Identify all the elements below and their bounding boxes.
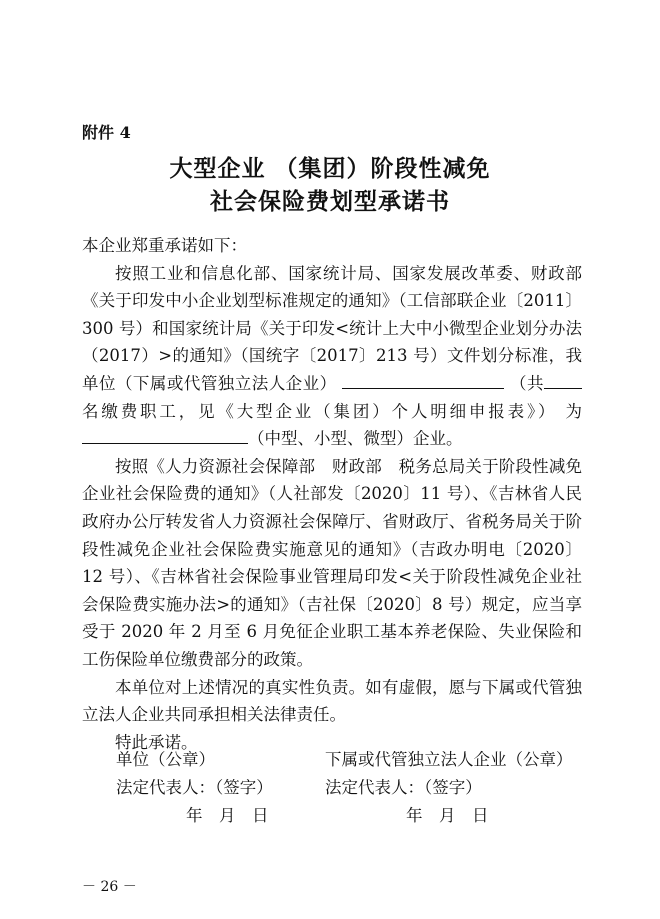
enterprise-type-blank[interactable] [82,425,248,444]
title-line-1: 大型企业 （集团）阶段性减免 [169,156,491,182]
p1-text-e: （中型、小型、微型）企业。 [248,429,463,449]
p1-text-b: （共 [510,373,544,393]
enterprise-name-blank[interactable] [342,370,504,389]
p1-text-a: 按照工业和信息化部、国家统计局、国家发展改革委、财政部《关于印发中小企业划型标准规定的通知》（工信部联企业〔2011〕300 号）和国家统计局《关于印发<统计上大中小微型企业划分办法（2017）>的通知》（国统字〔2017〕213 号）文件划分标准，我单位（下属或代管独立法人企业） [82,263,582,393]
employee-count-blank[interactable] [544,370,582,389]
paragraph-closing: 特此承诺。 [115,732,198,752]
paragraph-classification [82,260,582,453]
left-legal-rep: 法定代表人：（签字） [116,778,273,797]
opening-line: 本企业郑重承诺如下： [82,236,247,255]
title-line-2: 社会保险费划型承诺书 [210,189,450,215]
page-number: － 26 － [82,879,137,895]
p1-text-d: 为 [565,401,582,421]
right-unit-seal: 下属或代管独立法人企业（公章） [325,750,573,769]
right-date: 年 月 日 [406,806,489,825]
right-legal-rep: 法定代表人：（签字） [325,778,482,797]
left-date: 年 月 日 [186,806,269,825]
paragraph-responsibility: 本单位对上述情况的真实性负责。如有虚假，愿与下属或代管独立法人企业共同承担相关法律责任。 [82,677,582,725]
document-body [82,232,582,756]
left-unit-seal: 单位（公章） [116,750,215,769]
paragraph-policy: 按照《人力资源社会保障部 财政部 税务总局关于阶段性减免企业社会保险费的通知》（人社部发〔2020〕11 号）、《吉林省人民政府办公厅转发省人力资源社会保障厅、省财政厅、省税务局关于阶段性减免企业社会保险费实施意见的通知》（吉政办明电〔2020〕12 号）、《吉林省社会保险事业管理局印发<关于阶段性减免企业社会保险费实施办法>的通知》（吉社保〔2020〕8 号）规定，应当享受于 2020 年 2 月至 6 月免征企业职工基本养老保险、失业保险和工伤保险单位缴费部分的政策。 [82,456,582,669]
attachment-label: 附件 4 [82,123,131,142]
p1-text-c: 名缴费职工，见《大型企业（集团）个人明细申报表》） [82,401,558,421]
